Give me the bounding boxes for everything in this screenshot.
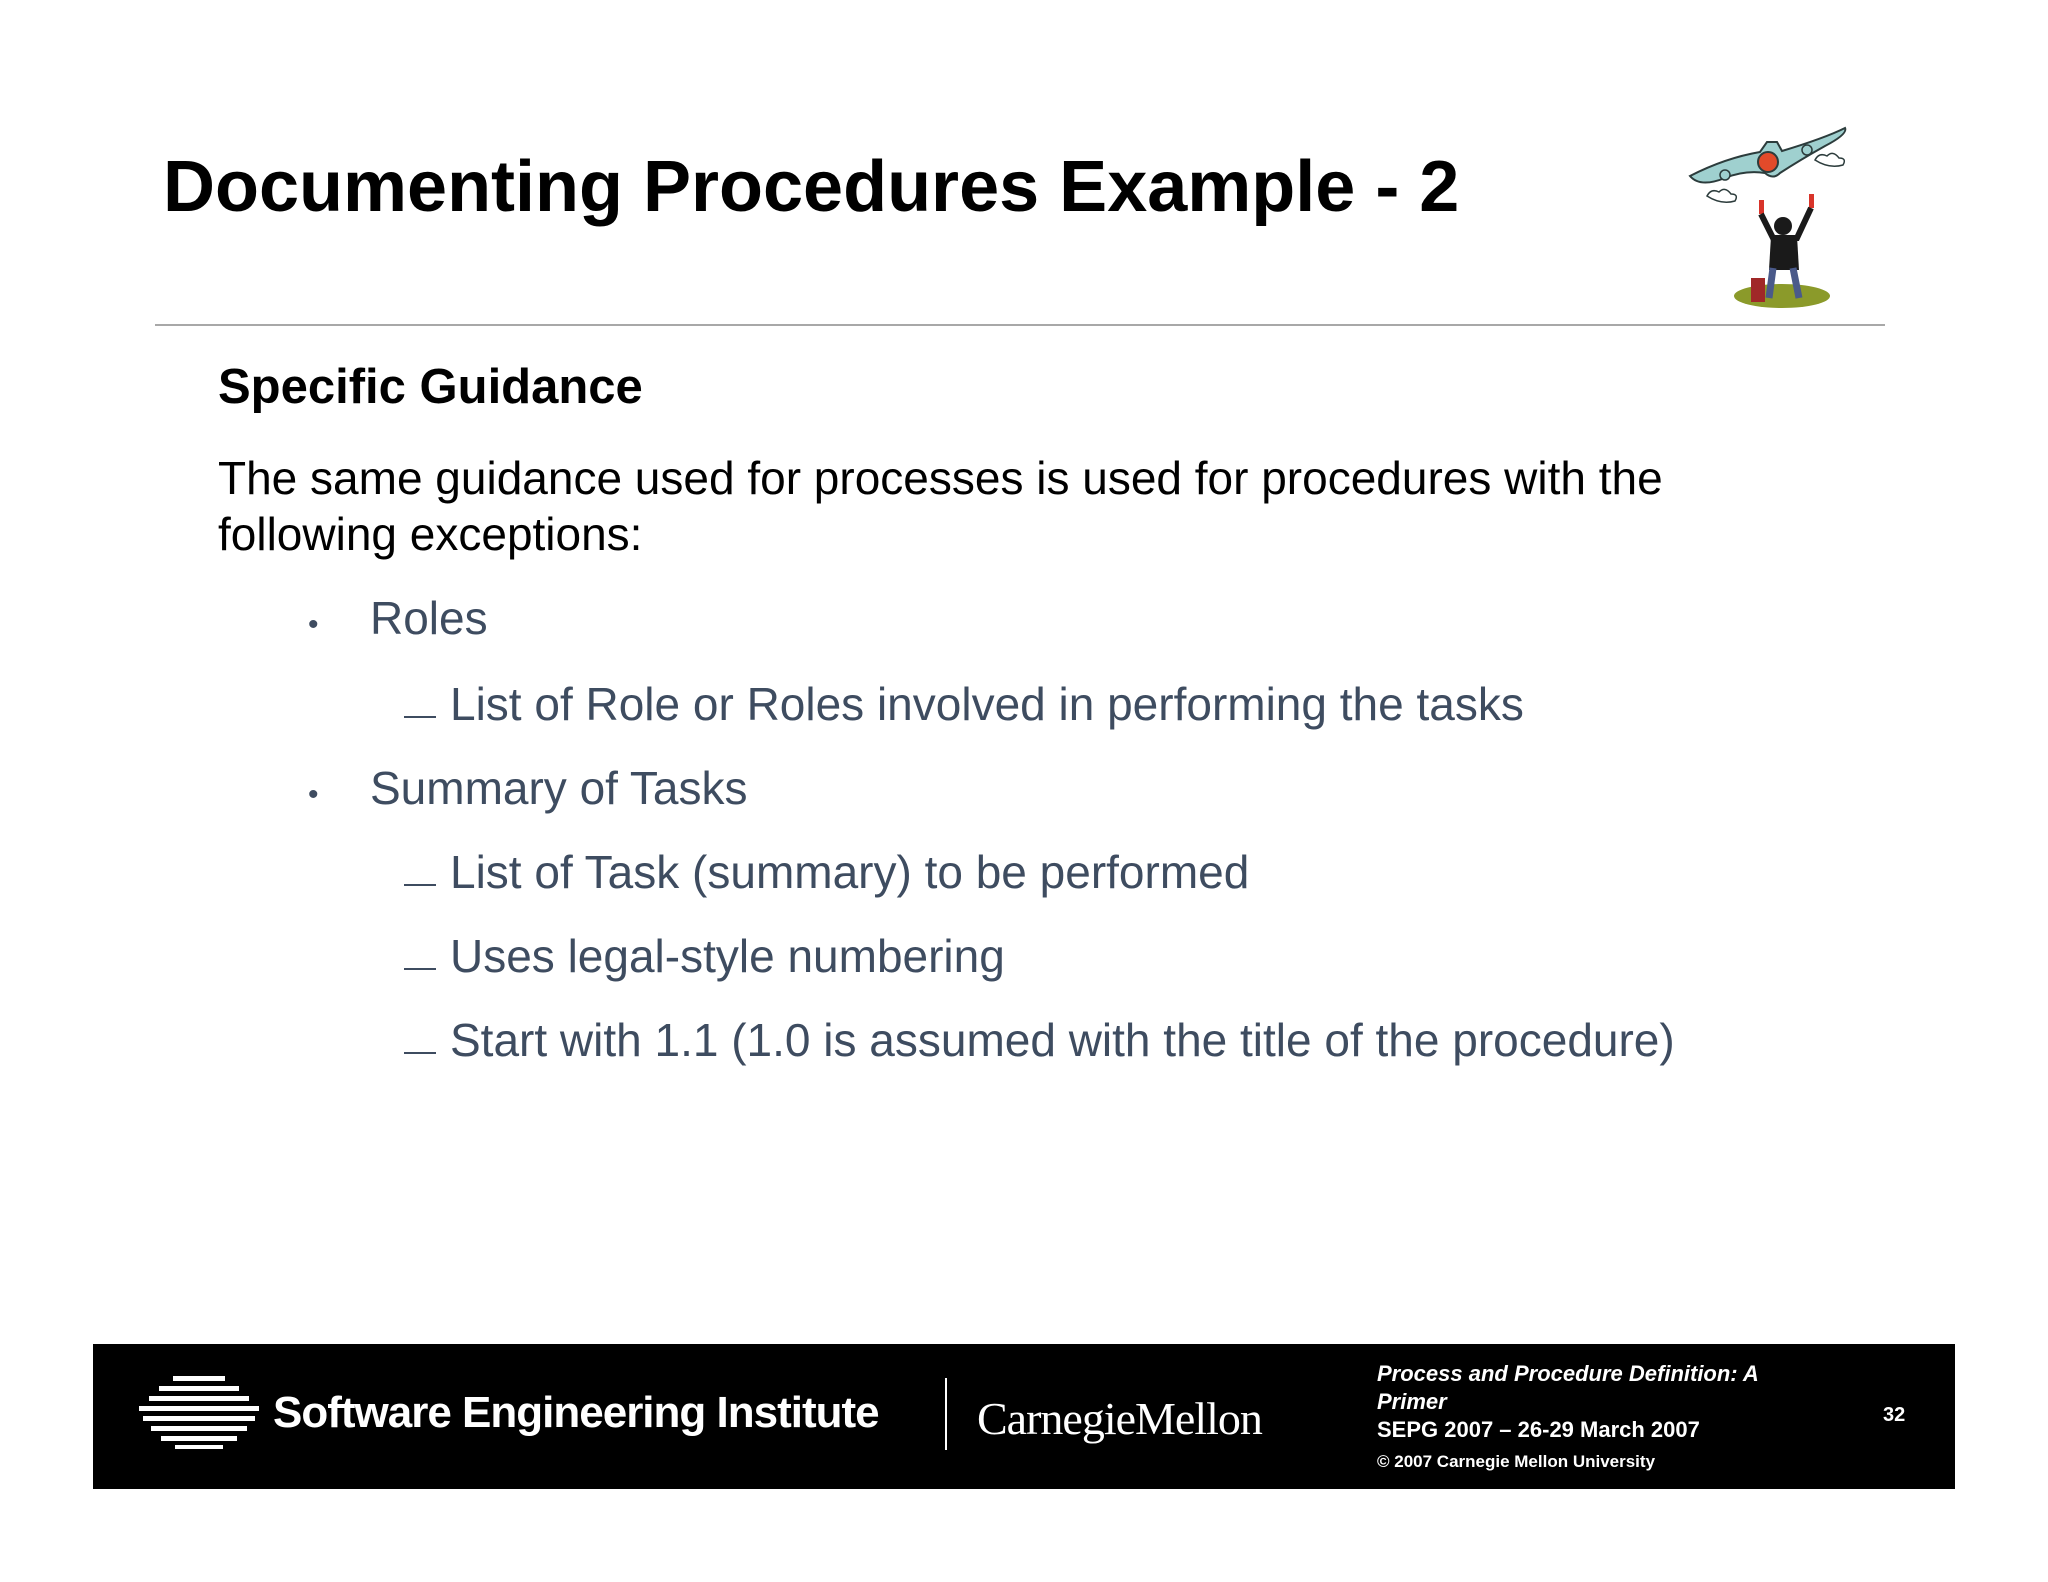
page-number: 32 [1883,1404,1906,1426]
copyright: © 2007 Carnegie Mellon University [1377,1452,1656,1471]
bullet-item [306,760,747,823]
sub-bullet-item [404,928,1005,984]
sub-bullet-item [404,676,1524,732]
presentation-title: Process and Procedure Definition: A Primer [1377,1361,1759,1414]
dash-marker [404,1052,436,1054]
sub-bullet-text: Start with 1.1 (1.0 is assumed with the title of the procedure) [450,1014,1675,1066]
slide-title: Documenting Procedures Example - 2 [163,147,1460,227]
sub-bullet-text: Uses legal-style numbering [450,930,1005,982]
bullet-text: Roles [370,592,488,644]
airplane-and-signal-person-clipart [1685,118,1865,318]
dash-marker [404,716,436,718]
sub-bullet-item [404,1012,1675,1068]
sub-bullet-item [404,844,1249,900]
event-line: SEPG 2007 – 26-29 March 2007 [1377,1417,1700,1442]
bullet-item [306,590,488,653]
title-divider [155,324,1885,326]
footer-divider [945,1378,947,1450]
dash-marker [404,968,436,970]
dash-marker [404,884,436,886]
sub-bullet-text: List of Role or Roles involved in performing the tasks [450,678,1524,730]
footer-info [1377,1360,1817,1480]
bullet-text: Summary of Tasks [370,762,748,814]
footer-bar [93,1344,1955,1489]
cmu-name: CarnegieMellon [977,1393,1262,1444]
bullet-marker: • [308,608,319,641]
sub-bullet-text: List of Task (summary) to be performed [450,846,1250,898]
bullet-marker: • [308,778,319,811]
intro-paragraph: The same guidance used for processes is used for procedures with the following exceptions: [218,452,1663,560]
sei-striped-globe-logo [139,1374,259,1450]
sei-name: Software Engineering Institute [273,1388,879,1437]
section-heading: Specific Guidance [218,360,643,414]
